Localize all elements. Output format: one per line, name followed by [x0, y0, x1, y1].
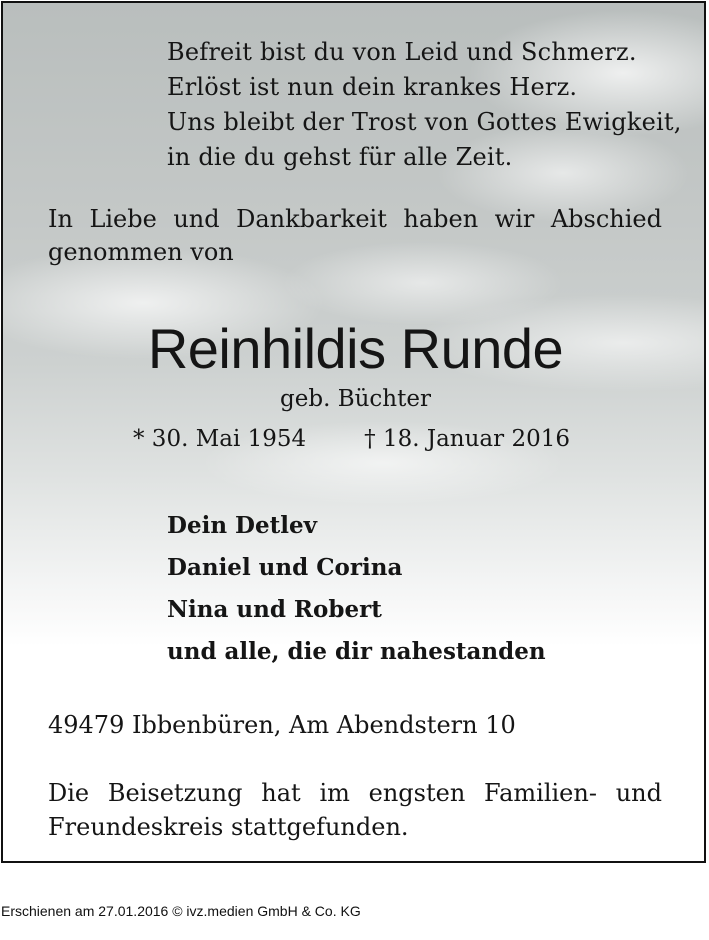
poem-line: Befreit bist du von Leid und Schmerz. [167, 38, 637, 66]
mourners-list [167, 505, 546, 673]
poem-line: in die du gehst für alle Zeit. [167, 143, 513, 171]
funeral-line: Freundeskreis stattgefunden. [48, 813, 409, 841]
mourner-item: Nina und Robert [167, 596, 382, 623]
mourner-item: Daniel und Corina [167, 554, 403, 581]
deceased-name: Reinhildis Runde [147, 317, 564, 380]
death-date: † 18. Januar 2016 [364, 426, 570, 452]
maiden-name: geb. Büchter [280, 386, 431, 412]
funeral-note [48, 776, 662, 844]
mourner-item: und alle, die dir nahestanden [167, 638, 546, 665]
publication-footer: Erschienen am 27.01.2016 © ivz.medien GmbH & Co. KG [1, 903, 361, 919]
poem-line: Erlöst ist nun dein krankes Herz. [167, 73, 578, 101]
funeral-line: Die Beisetzung hat im engsten Familien- und [48, 779, 662, 807]
farewell-line: In Liebe und Dankbarkeit haben wir Abschied [48, 205, 662, 233]
farewell-text [48, 203, 662, 269]
obituary-notice [1, 1, 706, 863]
poem-verse [167, 35, 682, 175]
poem-line: Uns bleibt der Trost von Gottes Ewigkeit, [167, 108, 682, 136]
farewell-line: genommen von [48, 238, 234, 266]
birth-date: * 30. Mai 1954 [133, 426, 307, 452]
mourner-item: Dein Detlev [167, 512, 317, 539]
life-dates [133, 424, 570, 454]
address: 49479 Ibbenbüren, Am Abendstern 10 [48, 711, 516, 739]
